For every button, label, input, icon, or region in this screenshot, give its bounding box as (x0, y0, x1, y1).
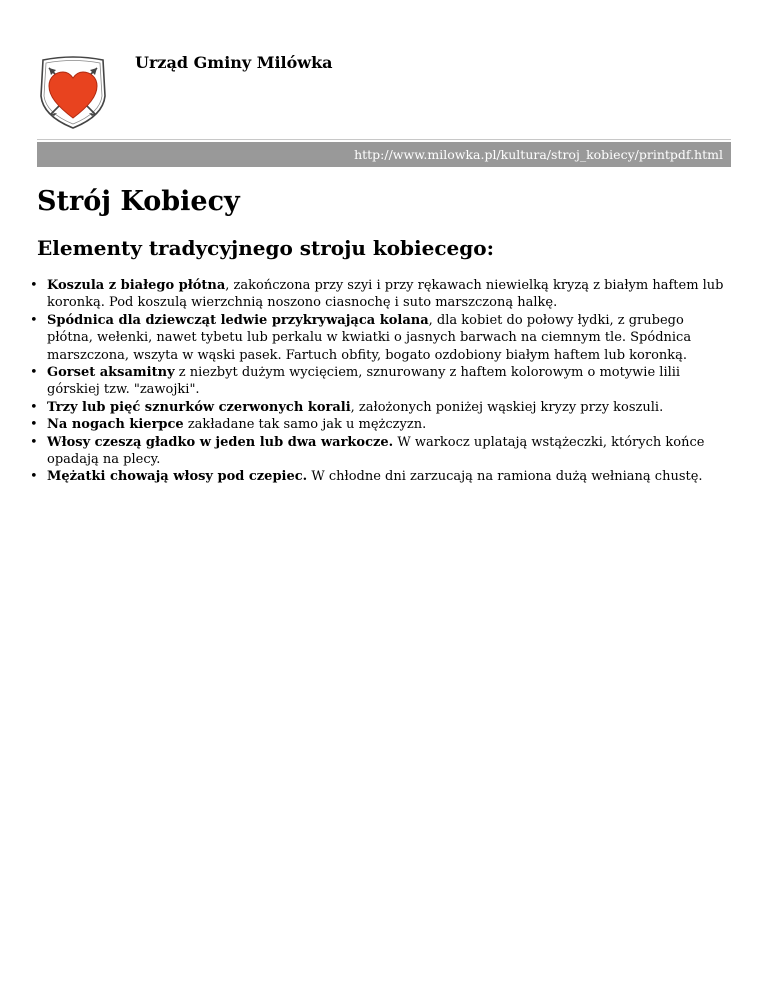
list-item-text (47, 400, 663, 415)
list-item-body: zakładane tak samo jak u mężczyzn. (183, 417, 427, 433)
list-item-text (47, 365, 680, 397)
organization-name: Urząd Gminy Milówka (135, 53, 333, 72)
list-item (28, 468, 732, 485)
list-item-body: z niezbyt dużym wycięciem, sznurowany z haftem kolorowym o motywie lilii górskiej tzw. "zawojki". (47, 365, 681, 398)
bullet-icon: • (30, 434, 38, 450)
bullet-icon: • (30, 312, 38, 328)
page-title: Strój Kobiecy (37, 186, 240, 217)
section-title: Elementy tradycyjnego stroju kobiecego: (37, 236, 494, 260)
list-item (28, 277, 732, 312)
list-item-heading: Mężatki chowają włosy pod czepiec. (47, 469, 308, 485)
list-item-text (47, 417, 426, 432)
list-item-heading: Spódnica dla dziewcząt ledwie przykrywająca kolana (47, 312, 429, 328)
list-item-heading: Na nogach kierpce (47, 417, 184, 433)
list-item-body: , założonych poniżej wąskiej kryzy przy koszuli. (350, 399, 664, 415)
page-header (37, 52, 731, 132)
bullet-icon: • (30, 399, 38, 415)
list-item (28, 416, 732, 433)
list-item-body: , zakończona przy szyi i przy rękawach niewielką kryzą z białym haftem lub koronką. Pod koszulą wierzchnią noszono ciasnochę i suto marszczoną halkę. (47, 278, 724, 311)
coat-of-arms-icon (37, 56, 109, 130)
bullet-icon: • (30, 469, 38, 485)
list-item-heading: Gorset aksamitny (47, 365, 175, 381)
list-item-text (47, 278, 724, 310)
page-url[interactable]: http://www.milowka.pl/kultura/stroj_kobiecy/printpdf.html (354, 147, 723, 162)
list-item-text (47, 435, 704, 467)
bullet-icon: • (30, 417, 38, 433)
list-item-body: , dla kobiet do połowy łydki, z grubego płótna, wełenki, nawet tybetu lub perkalu w kwiatki o jasnych barwach na ciemnym tle. Spódnica marszczona, wszyta w wąski pasek. Fartuch obfity, bogato ozdobiony białym haftem lub koronką. (47, 312, 692, 363)
list-item-heading: Włosy czeszą gładko w jeden lub dwa warkocze. (47, 434, 394, 450)
list-item-heading: Koszula z białego płótna (47, 278, 226, 293)
list-item-heading: Trzy lub pięć sznurków czerwonych korali (47, 399, 351, 415)
costume-elements-list (28, 277, 732, 486)
header-divider (37, 139, 731, 140)
list-item-body: W chłodne dni zarzucają na ramiona dużą wełnianą chustę. (307, 469, 703, 485)
url-bar (37, 142, 731, 167)
list-item (28, 434, 732, 469)
list-item-text (47, 469, 703, 484)
list-item-body: W warkocz uplatają wstążeczki, których końce opadają na plecy. (47, 434, 705, 468)
list-item (28, 399, 732, 416)
list-item-text (47, 313, 691, 363)
list-item (28, 364, 732, 399)
bullet-icon: • (30, 365, 38, 381)
list-item (28, 312, 732, 364)
bullet-icon: • (30, 278, 38, 293)
